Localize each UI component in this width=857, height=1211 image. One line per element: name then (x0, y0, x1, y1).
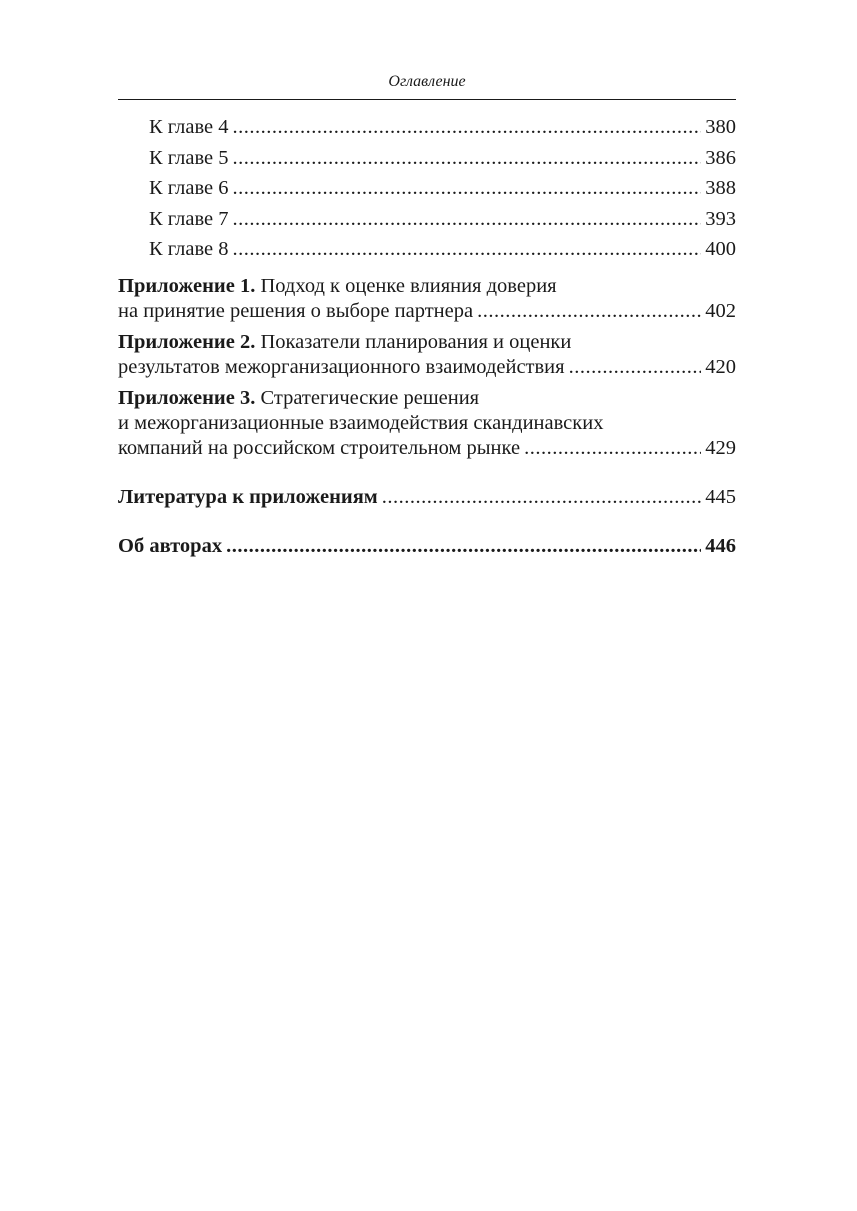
toc-entry-page: 445 (705, 485, 736, 508)
toc-entry-label: К главе 5 (149, 146, 229, 169)
table-of-contents (118, 115, 736, 559)
toc-entry-label: Литература к приложениям (118, 485, 378, 508)
appendix-title-line: результатов межорганизационного взаимодействия (118, 355, 565, 378)
dot-leader (233, 207, 702, 232)
dot-leader (226, 534, 701, 559)
toc-entry-appendix-2[interactable] (118, 330, 736, 380)
toc-entry-chapter-4[interactable] (118, 115, 736, 146)
dot-leader (233, 176, 702, 201)
toc-entry-page: 402 (705, 299, 736, 322)
dot-leader (382, 485, 701, 510)
appendix-title-line: и межорганизационные взаимодействия скандинавских (118, 411, 604, 434)
appendix-prefix: Приложение 1. (118, 274, 256, 297)
appendix-title-line: Подход к оценке влияния доверия (255, 274, 557, 297)
dot-leader (233, 146, 702, 171)
toc-entry-label: К главе 8 (149, 238, 229, 260)
dot-leader (524, 436, 701, 461)
appendix-prefix: Приложение 2. (118, 330, 256, 353)
toc-entry-label: Об авторах (118, 534, 223, 557)
dot-leader (233, 115, 702, 140)
toc-entry-page: 429 (705, 436, 736, 459)
toc-entry-page: 386 (705, 146, 736, 169)
appendix-title-line: компаний на российском строительном рынке (118, 436, 521, 459)
toc-entry-appendix-3[interactable] (118, 386, 736, 461)
dot-leader (233, 237, 702, 262)
toc-entry-label: К главе 4 (149, 116, 229, 138)
dot-leader (569, 355, 702, 380)
toc-entry-page: 388 (705, 177, 736, 199)
appendix-title-line: на принятие решения о выборе партнера (118, 299, 474, 322)
toc-entry-chapter-7[interactable] (118, 207, 736, 238)
toc-entry-label: К главе 6 (149, 177, 229, 199)
toc-entry-chapter-6[interactable] (118, 176, 736, 207)
toc-entry-page: 380 (705, 116, 736, 138)
toc-entry-chapter-8[interactable] (118, 237, 736, 268)
toc-entry-label: К главе 7 (149, 207, 229, 230)
toc-entry-page: 393 (705, 207, 736, 230)
appendix-title-line: Стратегические решения (255, 386, 480, 409)
toc-entry-page: 420 (705, 355, 736, 378)
header-rule (118, 99, 736, 100)
running-head: Оглавление (388, 73, 466, 90)
dot-leader (477, 299, 701, 324)
appendix-prefix: Приложение 3. (118, 386, 256, 409)
toc-entry-chapter-5[interactable] (118, 146, 736, 177)
toc-entry-page: 400 (705, 238, 736, 260)
toc-entry-page: 446 (705, 534, 736, 557)
toc-entry-literature[interactable] (118, 485, 736, 510)
appendix-title-line: Показатели планирования и оценки (255, 330, 572, 353)
toc-entry-authors[interactable] (118, 534, 736, 559)
toc-entry-appendix-1[interactable] (118, 274, 736, 324)
